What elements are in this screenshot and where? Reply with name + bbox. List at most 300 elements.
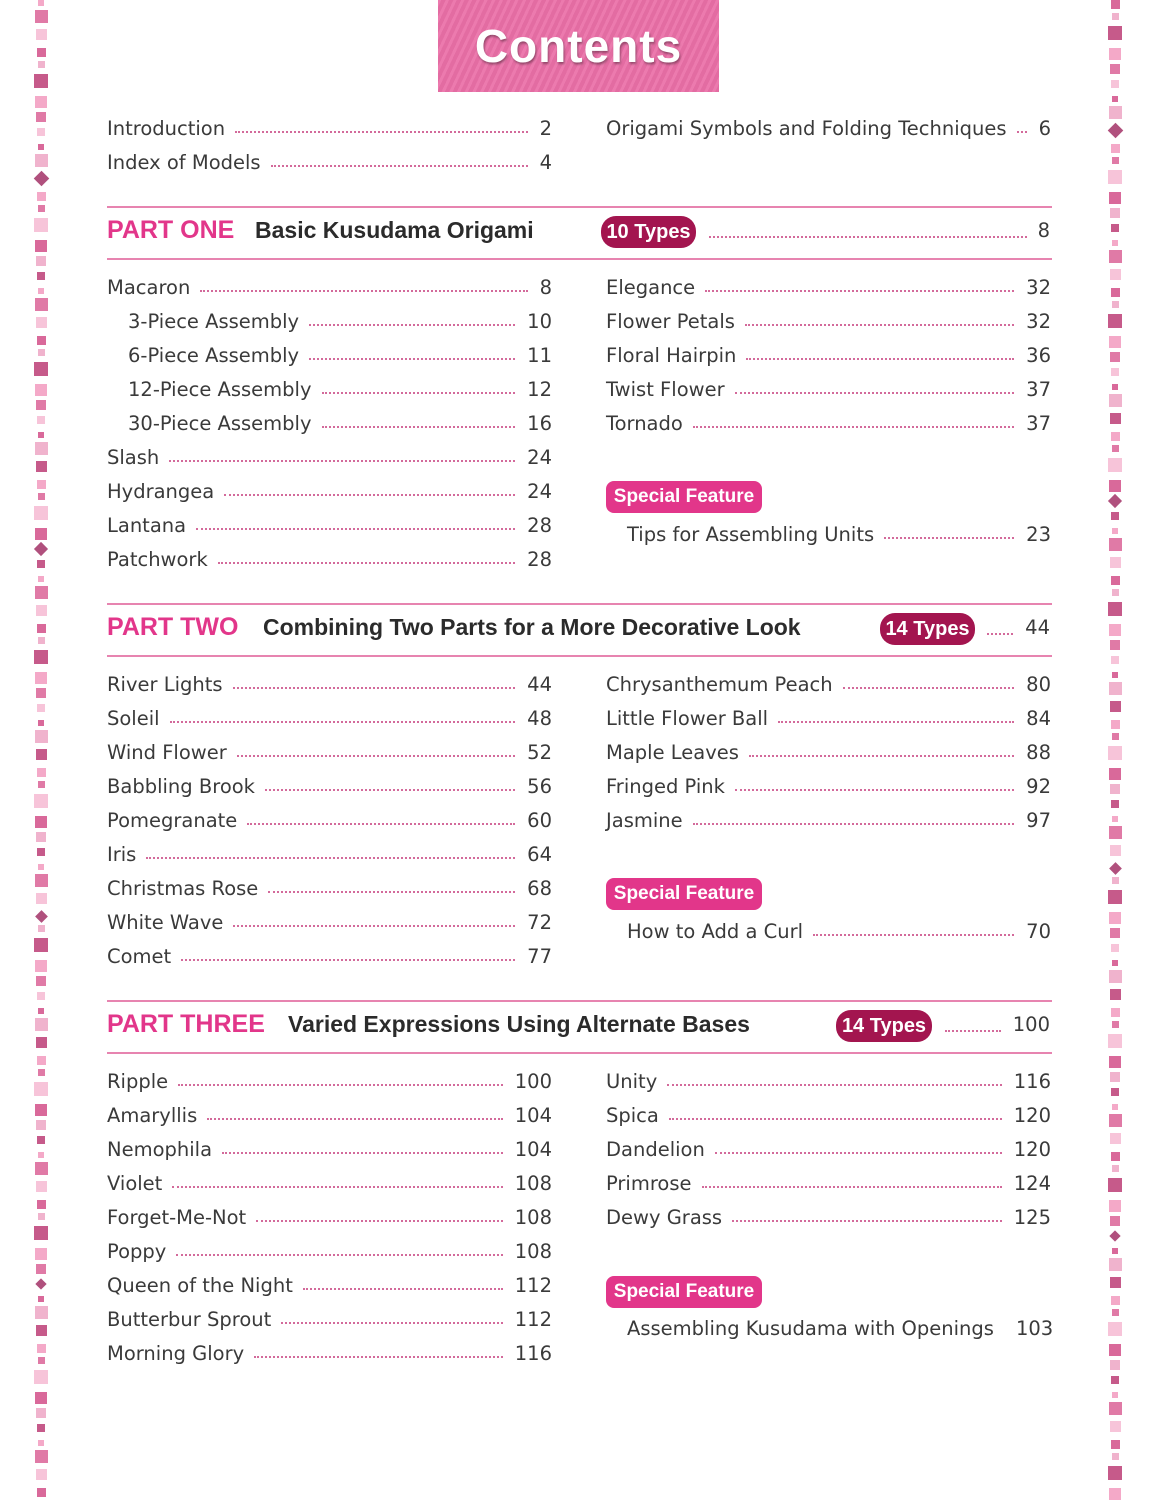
toc-entry[interactable] (128, 340, 552, 370)
dot-leader (265, 789, 515, 791)
dot-leader (218, 562, 515, 564)
toc-entry[interactable] (606, 1168, 1051, 1198)
border-square (36, 1181, 47, 1192)
dot-leader (705, 290, 1014, 292)
toc-entry[interactable] (107, 1304, 552, 1334)
border-square (37, 1200, 46, 1209)
border-square (37, 992, 45, 1000)
toc-entry-label: Assembling Kusudama with Openings (627, 1316, 994, 1340)
toc-entry-page: 24 (527, 445, 552, 469)
toc-entry-label: White Wave (107, 910, 224, 934)
toc-entry-page: 68 (527, 876, 552, 900)
border-square (1108, 314, 1122, 328)
dot-leader (709, 236, 1027, 238)
toc-entry-label: Little Flower Ball (606, 706, 769, 730)
toc-entry[interactable] (606, 408, 1051, 438)
toc-entry[interactable] (107, 839, 552, 869)
toc-entry-label: Christmas Rose (107, 876, 259, 900)
border-square (1112, 96, 1118, 102)
toc-entry[interactable] (107, 476, 552, 506)
toc-entry-page: 104 (514, 1103, 552, 1127)
part-page: 100 (1012, 1013, 1050, 1036)
page-title: Contents (474, 20, 683, 72)
border-square (38, 781, 45, 788)
toc-entry[interactable] (128, 374, 552, 404)
border-square (38, 288, 44, 294)
border-square (38, 1296, 44, 1302)
border-square (36, 317, 47, 328)
border-square (1109, 250, 1122, 263)
border-square (37, 704, 45, 712)
border-square (1109, 48, 1121, 60)
border-square (37, 48, 46, 57)
border-square (35, 442, 48, 455)
toc-entry-page: 108 (514, 1205, 552, 1229)
part-title: Combining Two Parts for a More Decorative Look (263, 614, 801, 640)
toc-entry-label: Floral Hairpin (606, 343, 737, 367)
toc-entry[interactable] (107, 1202, 552, 1232)
toc-entry-label: Flower Petals (606, 309, 735, 333)
toc-entry-page: 77 (527, 944, 552, 968)
dot-leader (169, 460, 515, 462)
border-square (38, 1213, 45, 1220)
toc-entry-label: Introduction (107, 116, 226, 140)
border-square (1111, 0, 1120, 9)
toc-entry[interactable] (627, 916, 1051, 946)
toc-entry[interactable] (606, 113, 1051, 143)
toc-entry[interactable] (107, 873, 552, 903)
dot-leader (669, 1118, 1002, 1120)
border-square (1110, 701, 1121, 712)
dot-leader (281, 1322, 502, 1324)
part-label: PART ONE (107, 216, 235, 244)
border-square (1109, 1200, 1121, 1212)
border-square (1110, 989, 1121, 1000)
toc-entry-label: Queen of the Night (107, 1273, 293, 1297)
dot-leader (172, 1186, 502, 1188)
border-square (37, 1344, 46, 1353)
dot-leader (746, 358, 1014, 360)
toc-entry[interactable] (107, 272, 552, 302)
dot-leader (778, 721, 1014, 723)
border-square (34, 506, 48, 520)
part-page: 44 (1025, 616, 1050, 639)
border-square (1112, 1104, 1118, 1110)
border-square (37, 1488, 46, 1497)
dot-leader (196, 528, 515, 530)
left-decorative-border (34, 0, 48, 1500)
border-square (1111, 656, 1119, 664)
border-square (1108, 1034, 1122, 1048)
toc-entry[interactable] (107, 1338, 552, 1368)
border-square (36, 976, 46, 986)
border-square (1108, 746, 1122, 760)
toc-entry[interactable] (107, 1066, 552, 1096)
toc-entry-label: Fringed Pink (606, 774, 725, 798)
toc-entry-page: 116 (514, 1341, 552, 1365)
dot-leader (303, 1288, 503, 1290)
toc-entry-label: Tips for Assembling Units (627, 522, 875, 546)
border-square (37, 1056, 46, 1065)
border-square (34, 1226, 48, 1240)
toc-entry-label: Origami Symbols and Folding Techniques (606, 116, 1007, 140)
border-square (35, 1162, 48, 1175)
border-square (1110, 208, 1120, 218)
border-square (1109, 480, 1121, 492)
toc-entry-label: 3-Piece Assembly (128, 309, 300, 333)
border-square (1112, 816, 1118, 822)
toc-entry-page: 12 (527, 377, 552, 401)
dot-leader (247, 823, 515, 825)
toc-entry-label: Patchwork (107, 547, 208, 571)
border-square (1109, 336, 1121, 348)
toc-entry-page: 70 (1026, 919, 1051, 943)
border-square (37, 480, 46, 489)
border-square (34, 362, 48, 376)
border-square (1107, 123, 1123, 139)
toc-entry-label: Lantana (107, 513, 187, 537)
toc-entry[interactable] (107, 1134, 552, 1164)
border-square (35, 960, 47, 972)
toc-entry-label: River Lights (107, 672, 223, 696)
border-square (1112, 1021, 1119, 1028)
toc-entry-page: 23 (1026, 522, 1051, 546)
border-square (1109, 682, 1122, 695)
toc-entry-page: 104 (514, 1137, 552, 1161)
toc-entry[interactable] (107, 737, 552, 767)
border-square (1108, 890, 1122, 904)
toc-entry[interactable] (107, 442, 552, 472)
toc-entry[interactable] (606, 737, 1051, 767)
toc-entry[interactable] (606, 703, 1051, 733)
dot-leader (207, 1118, 503, 1120)
toc-entry-page: 80 (1026, 672, 1051, 696)
border-square (34, 1370, 48, 1384)
dot-leader (235, 131, 527, 133)
dot-leader (256, 1220, 503, 1222)
dot-leader (884, 537, 1014, 539)
border-square (1109, 1258, 1122, 1271)
toc-entry[interactable] (606, 1100, 1051, 1130)
border-square (1109, 862, 1122, 875)
border-square (38, 925, 45, 932)
border-square (37, 768, 46, 777)
toc-entry-label: Tornado (606, 411, 683, 435)
dot-leader (693, 823, 1015, 825)
dot-leader (237, 755, 515, 757)
border-square (1111, 512, 1119, 520)
border-square (34, 218, 48, 232)
toc-entry-page: 116 (1013, 1069, 1051, 1093)
border-square (36, 461, 47, 472)
border-square (1111, 800, 1119, 808)
part-one-header (107, 206, 1052, 260)
border-square (37, 624, 46, 633)
toc-entry[interactable] (107, 113, 552, 143)
border-square (36, 688, 46, 698)
border-square (1111, 1296, 1120, 1305)
part-two-header (107, 603, 1052, 657)
toc-entry[interactable] (107, 669, 552, 699)
dot-leader (702, 1186, 1002, 1188)
border-square (1112, 1453, 1119, 1460)
toc-entry-page: 2 (539, 116, 552, 140)
dot-leader (309, 324, 515, 326)
dot-leader (1017, 131, 1027, 133)
part-title: Varied Expressions Using Alternate Bases (288, 1011, 750, 1037)
border-square (38, 576, 44, 582)
border-square (1112, 384, 1118, 390)
toc-entry-page: 24 (527, 479, 552, 503)
toc-entry-page: 108 (514, 1171, 552, 1195)
toc-entry[interactable] (606, 771, 1051, 801)
toc-entry-page: 48 (527, 706, 552, 730)
dot-leader (170, 721, 516, 723)
toc-entry[interactable] (107, 805, 552, 835)
dot-leader (732, 1220, 1002, 1222)
dot-leader (224, 494, 515, 496)
dot-leader (843, 687, 1015, 689)
border-square (38, 1440, 44, 1446)
toc-entry-page: 84 (1026, 706, 1051, 730)
toc-entry-page: 36 (1026, 343, 1051, 367)
toc-entry-label: Pomegranate (107, 808, 238, 832)
toc-entry-label: Morning Glory (107, 1341, 245, 1365)
toc-entry-label: Primrose (606, 1171, 692, 1195)
dot-leader (813, 934, 1014, 936)
border-square (37, 560, 45, 568)
types-badge: 14 Types (880, 613, 975, 645)
toc-entry-label: How to Add a Curl (627, 919, 804, 943)
dot-leader (987, 633, 1013, 635)
border-square (1111, 368, 1119, 376)
toc-entry[interactable] (606, 374, 1051, 404)
border-square (1111, 1376, 1119, 1384)
border-square (34, 1082, 48, 1096)
border-square (35, 384, 47, 396)
toc-entry[interactable] (107, 1270, 552, 1300)
border-square (1112, 240, 1118, 246)
toc-entry-label: Violet (107, 1171, 163, 1195)
toc-entry-page: 11 (527, 343, 552, 367)
part-page: 8 (1037, 219, 1050, 242)
border-square (1110, 1421, 1121, 1432)
toc-entry-page: 28 (527, 513, 552, 537)
border-square (38, 1152, 44, 1158)
border-square (1108, 1178, 1122, 1192)
toc-entry[interactable] (606, 1134, 1051, 1164)
toc-entry-label: Ripple (107, 1069, 169, 1093)
border-square (37, 128, 45, 136)
border-square (1112, 301, 1119, 308)
toc-entry-page: 52 (527, 740, 552, 764)
toc-entry-page: 6 (1038, 116, 1051, 140)
border-square (37, 416, 45, 424)
border-square (37, 272, 45, 280)
border-square (35, 154, 48, 167)
toc-entry-page: 37 (1026, 377, 1051, 401)
toc-entry-page: 120 (1013, 1103, 1051, 1127)
border-square (38, 61, 45, 68)
toc-entry[interactable] (107, 1168, 552, 1198)
dot-leader (667, 1084, 1002, 1086)
border-square (37, 1424, 45, 1432)
toc-entry-label: Nemophila (107, 1137, 213, 1161)
toc-entry[interactable] (606, 1066, 1051, 1096)
toc-entry[interactable] (606, 669, 1051, 699)
border-square (34, 542, 48, 556)
toc-entry-label: Butterbur Sprout (107, 1307, 272, 1331)
toc-entry-label: 6-Piece Assembly (128, 343, 300, 367)
dot-leader (735, 392, 1015, 394)
toc-entry-label: Maple Leaves (606, 740, 739, 764)
toc-entry[interactable] (128, 408, 552, 438)
border-square (1112, 733, 1119, 740)
dot-leader (178, 1084, 503, 1086)
toc-entry-page: 56 (527, 774, 552, 798)
dot-leader (233, 687, 516, 689)
dot-leader (715, 1152, 1002, 1154)
toc-entry[interactable] (606, 1202, 1051, 1232)
toc-entry[interactable] (128, 306, 552, 336)
border-square (1109, 912, 1121, 924)
border-square (35, 240, 47, 252)
border-square (1110, 352, 1120, 362)
border-square (1109, 394, 1122, 407)
border-square (35, 1018, 48, 1031)
border-square (1109, 1230, 1120, 1241)
dot-leader (181, 959, 515, 961)
border-square (1108, 1466, 1122, 1480)
toc-entry[interactable] (107, 544, 552, 574)
border-square (1112, 1309, 1119, 1316)
toc-entry-label: Babbling Brook (107, 774, 255, 798)
border-square (1112, 1392, 1118, 1398)
dot-leader (945, 1030, 1001, 1032)
border-square (35, 1450, 48, 1463)
toc-entry[interactable] (107, 771, 552, 801)
border-square (1109, 1344, 1121, 1356)
toc-entry-label: Macaron (107, 275, 191, 299)
toc-entry-page: 124 (1013, 1171, 1051, 1195)
border-square (36, 605, 47, 616)
border-square (38, 144, 44, 150)
border-square (1110, 1133, 1121, 1144)
toc-entry[interactable] (606, 272, 1051, 302)
dot-leader (268, 891, 515, 893)
border-square (1111, 944, 1119, 952)
border-square (1112, 1248, 1118, 1254)
dot-leader (745, 324, 1014, 326)
border-square (38, 637, 45, 644)
border-square (1110, 640, 1120, 650)
border-square (1108, 170, 1122, 184)
border-square (1110, 1072, 1120, 1082)
border-square (37, 848, 45, 856)
dot-leader (322, 392, 516, 394)
border-square (38, 0, 44, 6)
dot-leader (254, 1356, 503, 1358)
dot-leader (271, 165, 528, 167)
toc-entry-page: 10 (527, 309, 552, 333)
toc-entry[interactable] (107, 1236, 552, 1266)
toc-entry[interactable] (107, 147, 552, 177)
border-square (38, 432, 44, 438)
border-square (36, 256, 46, 266)
border-square (35, 910, 48, 923)
border-square (38, 720, 44, 726)
border-square (1108, 494, 1122, 508)
toc-entry-label: 30-Piece Assembly (128, 411, 312, 435)
toc-entry-page: 88 (1026, 740, 1051, 764)
border-square (35, 1248, 47, 1260)
toc-entry-page: 92 (1026, 774, 1051, 798)
border-square (1111, 432, 1120, 441)
border-square (35, 1306, 48, 1319)
toc-entry-label: Slash (107, 445, 160, 469)
border-square (1110, 928, 1120, 938)
toc-entry-label: Elegance (606, 275, 696, 299)
toc-entry-page: 8 (539, 275, 552, 299)
border-square (35, 730, 48, 743)
border-square (36, 1264, 46, 1274)
border-square (1109, 538, 1122, 551)
toc-entry-page: 28 (527, 547, 552, 571)
part-three-header (107, 1000, 1052, 1054)
border-square (35, 298, 48, 311)
border-square (1111, 1440, 1120, 1449)
toc-entry-label: Spica (606, 1103, 659, 1127)
toc-entry[interactable] (107, 510, 552, 540)
border-square (34, 794, 48, 808)
border-square (35, 528, 47, 540)
border-square (38, 493, 45, 500)
toc-entry-label: Jasmine (606, 808, 683, 832)
border-square (36, 893, 47, 904)
toc-entry[interactable] (627, 1313, 1054, 1343)
toc-entry[interactable] (606, 306, 1051, 336)
toc-entry[interactable] (627, 519, 1051, 549)
toc-entry[interactable] (107, 703, 552, 733)
toc-entry[interactable] (107, 907, 552, 937)
border-square (38, 1008, 44, 1014)
toc-entry-page: 100 (514, 1069, 552, 1093)
toc-entry-label: Amaryllis (107, 1103, 198, 1127)
border-square (1112, 672, 1118, 678)
border-square (36, 1325, 47, 1336)
toc-entry-label: Unity (606, 1069, 658, 1093)
toc-entry-page: 120 (1013, 1137, 1051, 1161)
border-square (35, 1392, 47, 1404)
border-square (35, 10, 48, 23)
toc-entry[interactable] (107, 941, 552, 971)
border-square (35, 816, 47, 828)
toc-entry-label: Forget-Me-Not (107, 1205, 247, 1229)
contents-title-banner (438, 0, 719, 92)
toc-entry[interactable] (606, 340, 1051, 370)
toc-entry[interactable] (107, 1100, 552, 1130)
border-square (1112, 589, 1119, 596)
part-label: PART TWO (107, 613, 239, 641)
toc-entry-label: Soleil (107, 706, 160, 730)
border-square (1109, 768, 1121, 780)
border-square (1110, 269, 1121, 280)
dot-leader (222, 1152, 503, 1154)
toc-entry[interactable] (606, 805, 1051, 835)
toc-entry-page: 37 (1026, 411, 1051, 435)
dot-leader (322, 426, 516, 428)
border-square (36, 1037, 47, 1048)
